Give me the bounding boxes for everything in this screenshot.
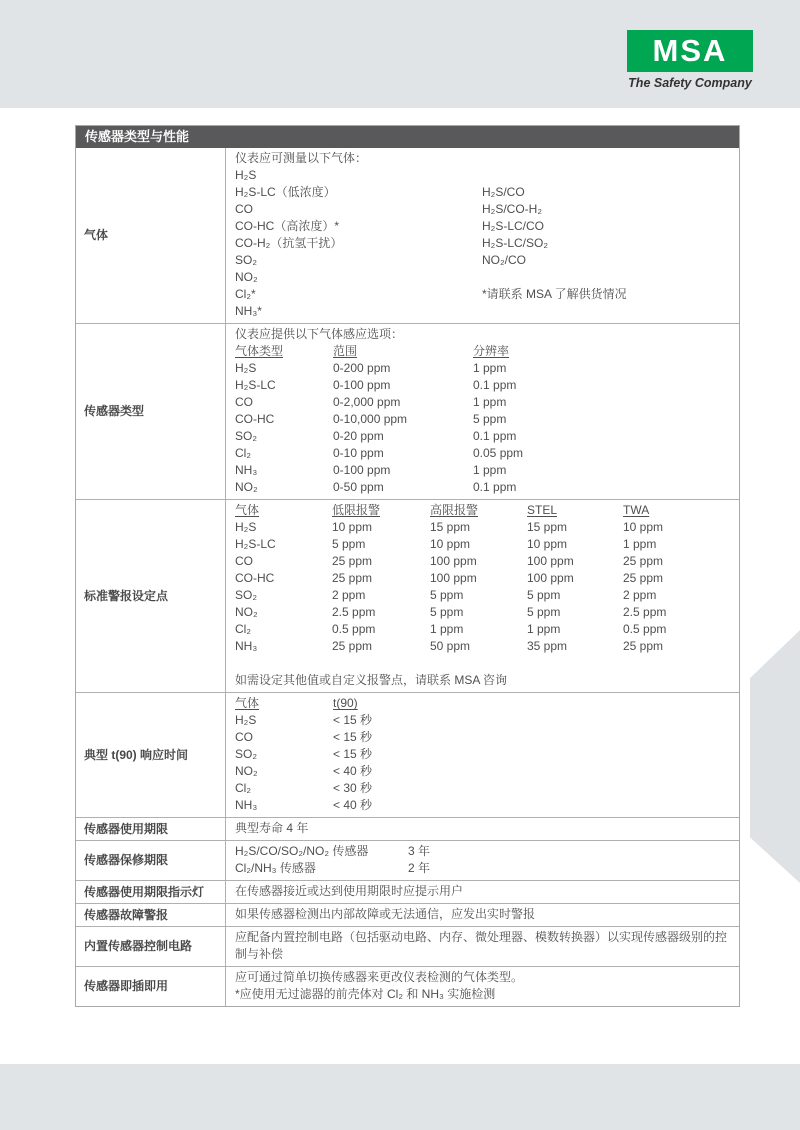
row-content: 在传感器接近或达到使用期限时应提示用户 — [235, 884, 464, 898]
cell: SO₂ — [235, 429, 257, 443]
row-sensor-type — [76, 323, 739, 499]
cell: < 40 秒 — [333, 764, 373, 778]
plug-and-play-footnote: *应使用无过滤器的前壳体对 Cl₂ 和 NH₃ 实施检测 — [235, 987, 496, 1001]
cell: 1 ppm — [623, 537, 657, 551]
row-content: 典型寿命 4 年 — [235, 821, 309, 835]
cell: < 30 秒 — [333, 781, 373, 795]
alarm-setpoints-table — [235, 502, 733, 655]
list-item: CO-HC（高浓度）* — [235, 219, 339, 233]
cell: 5 ppm — [527, 605, 561, 619]
column-header: 气体类型 — [235, 344, 284, 358]
msa-logo-text: MSA — [652, 33, 728, 68]
list-item: H₂S-LC/SO₂ — [482, 236, 548, 250]
list-item: H₂S/CO-H₂ — [482, 202, 542, 216]
cell: 0.05 ppm — [473, 446, 524, 460]
warranty-sensor-group: Cl₂/NH₃ 传感器 — [235, 861, 316, 875]
cell: 0.5 ppm — [623, 622, 667, 636]
cell: 100 ppm — [527, 571, 574, 585]
cell: 50 ppm — [430, 639, 471, 653]
list-item: H₂S/CO — [482, 185, 525, 199]
gases-left-list — [235, 167, 482, 320]
gases-right-block — [482, 167, 733, 320]
cell: 100 ppm — [430, 554, 477, 568]
cell: 0.5 ppm — [332, 622, 376, 636]
cell: 1 ppm — [430, 622, 464, 636]
cell: Cl₂ — [235, 622, 251, 636]
list-item: SO₂ — [235, 253, 257, 267]
cell: 5 ppm — [430, 588, 464, 602]
cell: 1 ppm — [473, 361, 507, 375]
cell: 2.5 ppm — [623, 605, 667, 619]
cell: H₂S — [235, 520, 257, 534]
cell: 0-100 ppm — [333, 463, 391, 477]
table-title: 传感器类型与性能 — [76, 126, 739, 148]
row-label: 内置传感器控制电路 — [76, 927, 226, 966]
cell: 35 ppm — [527, 639, 568, 653]
cell: NH₃ — [235, 639, 258, 653]
gases-right-list — [482, 184, 733, 269]
msa-logo-tagline: The Safety Company — [628, 76, 752, 90]
cell: 0-50 ppm — [333, 480, 384, 494]
list-item: NH₃* — [235, 304, 262, 318]
cell: 2.5 ppm — [332, 605, 376, 619]
msa-logo-mark — [627, 30, 753, 72]
list-item: H₂S-LC（低浓度） — [235, 185, 336, 199]
cell: 0-10 ppm — [333, 446, 384, 460]
cell: < 15 秒 — [333, 730, 373, 744]
column-header: 气体 — [235, 696, 260, 710]
cell: < 40 秒 — [333, 798, 373, 812]
row-content: 应配备内置控制电路（包括驱动电路、内存、微处理器、模数转换器）以实现传感器级别的控制与补偿 — [235, 930, 728, 961]
cell: H₂S-LC — [235, 537, 276, 551]
cell: H₂S — [235, 361, 257, 375]
cell: 10 ppm — [623, 520, 664, 534]
cell: 1 ppm — [473, 463, 507, 477]
row-gases — [76, 148, 739, 323]
column-header: t(90) — [333, 696, 358, 710]
cell: 0.1 ppm — [473, 429, 517, 443]
cell: 5 ppm — [332, 537, 366, 551]
cell: SO₂ — [235, 588, 257, 602]
column-header: TWA — [623, 503, 650, 517]
cell: 25 ppm — [332, 639, 373, 653]
list-item: Cl₂* — [235, 287, 256, 301]
t90-table — [235, 695, 733, 814]
row-alarm-setpoints — [76, 499, 739, 692]
cell: 25 ppm — [623, 571, 664, 585]
row-content — [226, 148, 739, 323]
cell: 0-100 ppm — [333, 378, 391, 392]
row-label: 传感器类型 — [76, 324, 226, 499]
cell: NO₂ — [235, 480, 258, 494]
cell: CO — [235, 395, 253, 409]
cell: 0-20 ppm — [333, 429, 384, 443]
cell: NO₂ — [235, 605, 258, 619]
cell: 1 ppm — [527, 622, 561, 636]
row-builtin-control-circuit — [76, 926, 739, 966]
gases-columns — [235, 167, 733, 320]
row-content — [226, 841, 739, 880]
column-header: 分辨率 — [473, 344, 510, 358]
alarm-custom-note: 如需设定其他值或自定义报警点，请联系 MSA 咨询 — [235, 673, 508, 687]
cell: 25 ppm — [623, 639, 664, 653]
cell: 0-2,000 ppm — [333, 395, 401, 409]
cell: 100 ppm — [527, 554, 574, 568]
cell: 0-10,000 ppm — [333, 412, 408, 426]
row-content — [226, 324, 739, 499]
cell: CO — [235, 554, 253, 568]
cell: 25 ppm — [332, 554, 373, 568]
column-header: 范围 — [333, 344, 358, 358]
cell: 10 ppm — [430, 537, 471, 551]
cell: 15 ppm — [527, 520, 568, 534]
cell: 25 ppm — [332, 571, 373, 585]
row-sensor-warranty — [76, 840, 739, 880]
row-label: 标准警报设定点 — [76, 500, 226, 692]
cell: CO-HC — [235, 412, 275, 426]
cell: CO — [235, 730, 253, 744]
cell: H₂S — [235, 713, 257, 727]
list-item: CO-H₂（抗氢干扰） — [235, 236, 343, 250]
cell: NH₃ — [235, 798, 258, 812]
msa-logo — [627, 30, 753, 90]
warranty-years: 3 年 — [408, 844, 431, 858]
row-content — [226, 693, 739, 817]
cell: 2 ppm — [623, 588, 657, 602]
list-item: NO₂ — [235, 270, 258, 284]
sensor-type-table — [235, 343, 733, 496]
row-label: 典型 t(90) 响应时间 — [76, 693, 226, 817]
cell: 0-200 ppm — [333, 361, 391, 375]
sensor-type-intro: 仪表应提供以下气体感应选项： — [235, 327, 404, 341]
spec-table — [75, 125, 740, 1007]
cell: 15 ppm — [430, 520, 471, 534]
cell: 25 ppm — [623, 554, 664, 568]
gases-intro: 仪表应可测量以下气体： — [235, 151, 368, 165]
cell: H₂S-LC — [235, 378, 276, 392]
row-label: 气体 — [76, 148, 226, 323]
cell: NH₃ — [235, 463, 258, 477]
cell: 5 ppm — [527, 588, 561, 602]
row-t90-response — [76, 692, 739, 817]
cell: Cl₂ — [235, 446, 251, 460]
row-content: 如果传感器检测出内部故障或无法通信，应发出实时警报 — [235, 907, 536, 921]
cell: 0.1 ppm — [473, 480, 517, 494]
cell: < 15 秒 — [333, 747, 373, 761]
warranty-years: 2 年 — [408, 861, 431, 875]
gases-availability-note: *请联系 MSA 了解供货情况 — [482, 287, 627, 301]
row-label: 传感器故障警报 — [76, 904, 226, 926]
row-label: 传感器保修期限 — [76, 841, 226, 880]
row-label: 传感器使用期限指示灯 — [76, 881, 226, 903]
cell: 5 ppm — [430, 605, 464, 619]
cell: < 15 秒 — [333, 713, 373, 727]
row-content — [226, 967, 739, 1006]
column-header: STEL — [527, 503, 558, 517]
cell: 100 ppm — [430, 571, 477, 585]
right-edge-accent-shape — [750, 630, 800, 883]
cell: 5 ppm — [473, 412, 507, 426]
column-header: 高限报警 — [430, 503, 479, 517]
cell: Cl₂ — [235, 781, 251, 795]
cell: SO₂ — [235, 747, 257, 761]
list-item: NO₂/CO — [482, 253, 526, 267]
column-header: 气体 — [235, 503, 260, 517]
cell: 10 ppm — [332, 520, 373, 534]
cell: CO-HC — [235, 571, 275, 585]
bottom-band-background — [0, 1064, 800, 1130]
cell: 2 ppm — [332, 588, 366, 602]
column-header: 低限报警 — [332, 503, 381, 517]
cell: 1 ppm — [473, 395, 507, 409]
cell: 10 ppm — [527, 537, 568, 551]
list-item: H₂S — [235, 168, 257, 182]
plug-and-play-line: 应可通过简单切换传感器来更改仪表检测的气体类型。 — [235, 970, 524, 984]
row-lifespan-indicator — [76, 880, 739, 903]
list-item: CO — [235, 202, 253, 216]
row-plug-and-play — [76, 966, 739, 1006]
list-item: H₂S-LC/CO — [482, 219, 544, 233]
row-label: 传感器即插即用 — [76, 967, 226, 1006]
cell: NO₂ — [235, 764, 258, 778]
row-content — [226, 500, 739, 692]
row-sensor-lifespan — [76, 817, 739, 840]
row-fault-alarm — [76, 903, 739, 926]
warranty-sensor-group: H₂S/CO/SO₂/NO₂ 传感器 — [235, 844, 369, 858]
cell: 0.1 ppm — [473, 378, 517, 392]
row-label: 传感器使用期限 — [76, 818, 226, 840]
warranty-table — [235, 843, 733, 877]
